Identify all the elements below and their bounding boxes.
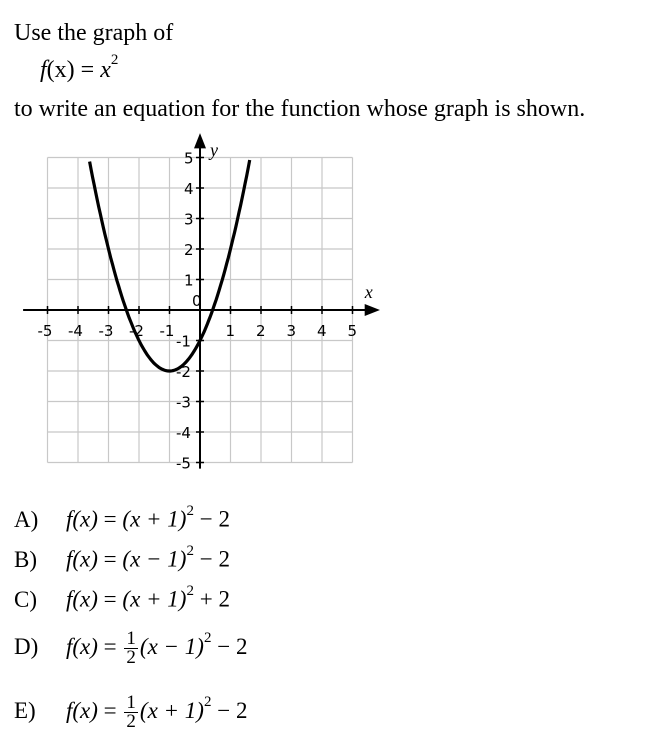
answer-letter: B) [14,546,37,572]
answer-binomial: (x + 1) [122,506,187,532]
fraction-denominator: 2 [126,647,136,668]
given-eq: = [74,57,101,83]
answer-binomial: (x + 1) [122,586,187,612]
answer-lhs: f(x) [66,633,98,659]
y-axis-label: y [210,139,218,160]
answer-fraction [124,630,138,667]
x-tick-label: 5 [347,322,358,340]
x-tick-label: 3 [286,322,297,340]
y-tick-label: -4 [176,424,191,442]
given-base: x [100,57,111,83]
answer-letter: A) [14,506,39,532]
x-tick-label: -3 [98,322,114,340]
x-tick-label: -2 [129,322,144,340]
answer-constant: − 2 [211,697,248,723]
answer-choice-a[interactable] [14,503,230,533]
answer-exponent: 2 [186,583,194,599]
given-function [40,52,119,84]
y-tick-label: 3 [184,210,194,229]
x-tick-label: -1 [159,322,175,340]
y-tick-label: 2 [184,241,194,259]
answer-equals: = [97,546,123,572]
answer-exponent: 2 [203,694,212,711]
answer-letter: C) [14,586,37,612]
answer-lhs: f(x) [66,697,98,723]
answer-lhs: f(x) [66,586,98,612]
answer-equals: = [97,697,123,723]
y-axis-arrow [194,133,206,148]
x-axis-arrow [365,304,380,316]
answer-equals: = [97,506,123,532]
answer-exponent: 2 [186,543,194,559]
answer-constant: − 2 [193,506,230,532]
x-tick-label: -4 [68,322,83,340]
y-tick-label: -1 [176,332,191,351]
answer-letter: D) [14,633,39,659]
x-axis-label: x [364,282,373,302]
y-tick-label: 5 [184,149,194,168]
answer-choice-e[interactable] [14,694,247,731]
x-tick-label: 2 [256,322,266,340]
answer-binomial: (x + 1) [139,697,204,723]
answer-lhs: f(x) [66,506,98,532]
x-tick-label: -5 [37,322,53,340]
answer-constant: − 2 [193,546,230,572]
answer-fraction [124,694,138,731]
answer-binomial: (x − 1) [139,633,204,659]
answer-constant: − 2 [211,633,248,659]
fraction-numerator: 1 [126,692,136,713]
question-instruction: to write an equation for the function whose graph is shown. [14,96,586,122]
answer-choice-c[interactable] [14,583,230,613]
question-intro: Use the graph of [14,20,174,46]
fraction-numerator: 1 [126,628,136,649]
x-tick-label: 0 [192,292,202,310]
y-tick-label: -2 [176,363,191,381]
answer-letter: E) [14,697,36,723]
y-tick-label: -5 [176,454,191,473]
fraction-denominator: 2 [126,711,136,732]
answer-constant: + 2 [193,586,230,612]
answer-choice-b[interactable] [14,543,230,573]
y-tick-label: 4 [184,180,194,198]
answer-equals: = [97,586,123,612]
given-f: f [40,57,47,83]
answer-lhs: f(x) [66,546,98,572]
y-tick-label: 1 [184,271,194,290]
y-tick-label: -3 [176,393,191,412]
answer-exponent: 2 [203,630,212,647]
given-arg: (x) [46,57,75,83]
given-exp: 2 [110,52,119,68]
answer-equals: = [97,633,123,659]
x-tick-label: 4 [317,322,327,340]
function-graph [0,130,400,475]
answer-exponent: 2 [186,503,194,519]
x-tick-label: 1 [225,322,236,340]
answer-choice-d[interactable] [14,630,247,667]
answer-binomial: (x − 1) [122,546,187,572]
